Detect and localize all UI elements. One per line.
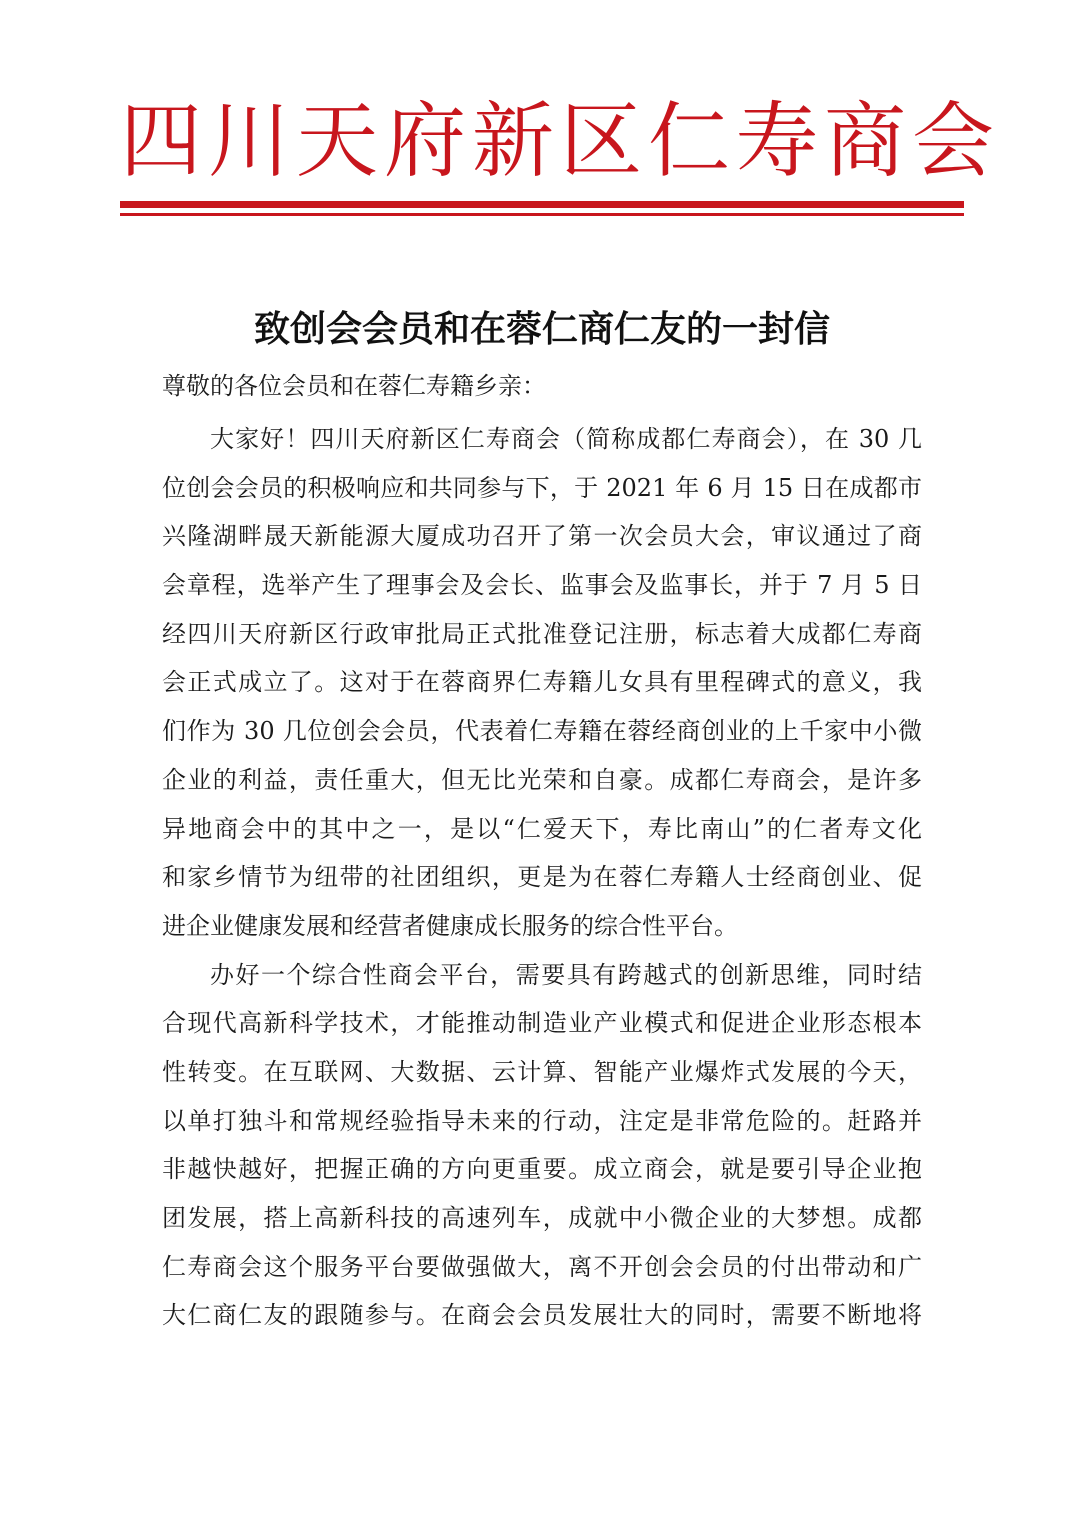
text-line: 们作为 30 几位创会会员，代表着仁寿籍在蓉经商创业的上千家中小微: [162, 717, 922, 746]
text-line: 兴隆湖畔晟天新能源大厦成功召开了第一次会员大会，审议通过了商: [162, 522, 922, 551]
text-line: 性转变。在互联网、大数据、云计算、智能产业爆炸式发展的今天，: [162, 1057, 922, 1086]
letterhead-org-name: 四川天府新区仁寿商会: [120, 94, 1001, 189]
text-line: 大家好！四川天府新区仁寿商会（简称成都仁寿商会），在 30 几: [210, 425, 922, 453]
text-line: 会正式成立了。这对于在蓉商界仁寿籍儿女具有里程碑式的意义，我: [162, 668, 922, 697]
letter-salutation: 尊敬的各位会员和在蓉仁寿籍乡亲：: [162, 372, 546, 400]
text-line: 经四川天府新区行政审批局正式批准登记注册，标志着大成都仁寿商: [162, 619, 922, 648]
letterhead-rule-thick: [120, 201, 964, 208]
text-line: 以单打独斗和常规经验指导未来的行动，注定是非常危险的。赶路并: [162, 1106, 922, 1135]
text-line: 异地商会中的其中之一，是以“仁爱天下，寿比南山”的仁者寿文化: [162, 814, 922, 843]
letter-body: [162, 415, 922, 1340]
text-line: 仁寿商会这个服务平台要做强做大，离不开创会会员的付出带动和广: [162, 1252, 922, 1281]
paragraph-2: [162, 951, 922, 1341]
paragraph-1: [162, 415, 922, 951]
text-line: 会章程，选举产生了理事会及会长、监事会及监事长，并于 7 月 5 日: [162, 571, 922, 600]
letterhead-rule-thin: [120, 213, 964, 216]
text-line: 团发展，搭上高新科技的高速列车，成就中小微企业的大梦想。成都: [162, 1204, 922, 1232]
text-line: 企业的利益，责任重大，但无比光荣和自豪。成都仁寿商会，是许多: [162, 765, 922, 794]
letter-title: 致创会会员和在蓉仁商仁友的一封信: [253, 309, 830, 350]
text-line: 合现代高新科学技术，才能推动制造业产业模式和促进企业形态根本: [162, 1009, 922, 1038]
text-line: 和家乡情节为纽带的社团组织，更是为在蓉仁寿籍人士经商创业、促: [162, 863, 922, 892]
text-line: 位创会会员的积极响应和共同参与下，于 2021 年 6 月 15 日在成都市: [162, 473, 922, 502]
text-line: 非越快越好，把握正确的方向更重要。成立商会，就是要引导企业抱: [162, 1155, 922, 1184]
text-line: 进企业健康发展和经营者健康成长服务的综合性平台。: [162, 911, 738, 940]
text-line: 办好一个综合性商会平台，需要具有跨越式的创新思维，同时结: [210, 960, 922, 989]
text-line: 大仁商仁友的跟随参与。在商会会员发展壮大的同时，需要不断地将: [162, 1301, 922, 1330]
